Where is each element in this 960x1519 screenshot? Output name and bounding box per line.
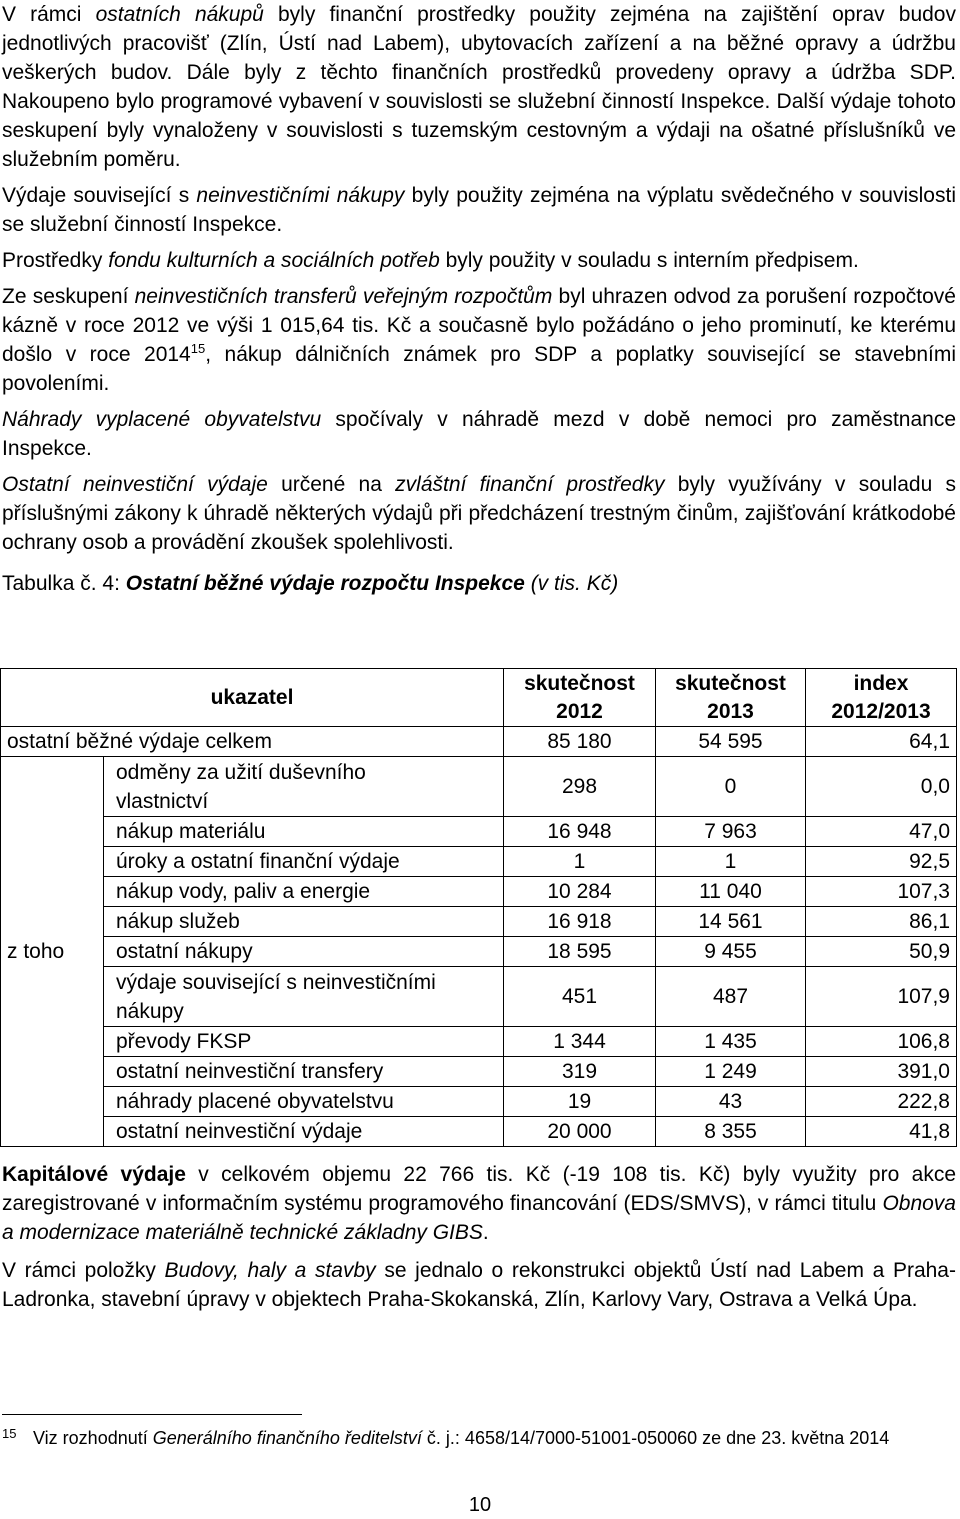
cell-label: nákup služeb xyxy=(104,907,504,937)
cell-index: 92,5 xyxy=(806,847,957,877)
cell-label: odměny za užití duševního vlastnictví xyxy=(104,757,504,817)
text: Prostředky xyxy=(2,249,109,272)
table-row xyxy=(1,1027,957,1057)
cell-2012: 298 xyxy=(504,757,656,817)
text: Ze seskupení xyxy=(2,285,135,308)
text: č. j.: 4658/14/7000-51001-050060 ze dne 23. května 2014 xyxy=(421,1428,890,1448)
italic-term: fondu kulturních a sociálních potřeb xyxy=(108,249,440,272)
italic-term: Budovy, haly a stavby xyxy=(164,1259,376,1282)
cell-label: náhrady placené obyvatelstvu xyxy=(104,1087,504,1117)
cell-2013: 8 355 xyxy=(656,1117,806,1147)
cell-2012: 451 xyxy=(504,967,656,1027)
document-body-continued xyxy=(2,1160,956,1314)
cell-2012: 10 284 xyxy=(504,877,656,907)
paragraph-kapitalove-vydaje xyxy=(2,1160,956,1247)
text: byly použity v souladu s interním předpisem. xyxy=(439,249,859,272)
text: byly finanční prostředky použity zejména na zajištění oprav budov jednotlivých pracovišť (Zlín, Ústí nad Labem), ubytovacích zařízení a na běžné opravy a údržbu veškerých budov. Dále byly z těchto finančních prostředků provedeny opravy a údržba SDP. Nakoupeno bylo programové vybavení v souvislosti se služební činností Inspekce. Další výdaje tohoto seskupení byly vynaloženy v souvislosti s tuzemským cestovným a výdaji na ošatné příslušníků ve služebním poměru. xyxy=(2,3,956,171)
paragraph-budovy xyxy=(2,1256,956,1314)
cell-index: 41,8 xyxy=(806,1117,957,1147)
italic-term: ostatních nákupů xyxy=(95,3,264,26)
cell-2013: 43 xyxy=(656,1087,806,1117)
header-ukazatel: ukazatel xyxy=(1,669,504,727)
text: V rámci položky xyxy=(2,1259,165,1282)
cell-2012: 1 xyxy=(504,847,656,877)
table-header-row xyxy=(1,669,957,727)
text: byl uhrazen odvod za porušení rozpočtové kázně v roce 2012 ve výši 1 015,64 tis. Kč a současně bylo požádáno o jeho prominutí, ke kterému došlo v roce 2014 xyxy=(2,285,956,366)
cell-2012: 16 948 xyxy=(504,817,656,847)
cell-2013: 9 455 xyxy=(656,937,806,967)
cell-label: ostatní neinvestiční transfery xyxy=(104,1057,504,1087)
footnote-mark: 15 xyxy=(2,1426,17,1441)
text: určené na xyxy=(267,473,396,496)
table-row xyxy=(1,817,957,847)
cell-2012: 20 000 xyxy=(504,1117,656,1147)
cell-2013: 7 963 xyxy=(656,817,806,847)
text: , nákup dálničních známek pro SDP a poplatky související se stavebními povoleními. xyxy=(2,343,957,395)
cell-index: 222,8 xyxy=(806,1087,957,1117)
cell-2013: 54 595 xyxy=(656,727,806,757)
table-row xyxy=(1,847,957,877)
text: se jednalo o rekonstrukci objektů Ústí nad Labem a Praha-Ladronka, stavební úpravy v objektech Praha-Skokanská, Zlín, Karlovy Vary, Ostrava a Velká Úpa. xyxy=(2,1259,956,1311)
cell-2012: 319 xyxy=(504,1057,656,1087)
footnote xyxy=(2,1424,956,1453)
cell-2013: 14 561 xyxy=(656,907,806,937)
cell-label: nákup materiálu xyxy=(104,817,504,847)
cell-label: ostatní běžné výdaje celkem xyxy=(1,727,504,757)
text: byly použity zejména na výplatu svědečného v souvislosti se služební činností Inspekce. xyxy=(2,184,956,236)
cell-index: 107,9 xyxy=(806,967,957,1027)
cell-label: převody FKSP xyxy=(104,1027,504,1057)
table-row-total xyxy=(1,727,957,757)
table-row xyxy=(1,937,957,967)
paragraph-fksp xyxy=(2,246,956,275)
italic-term: Generálního finančního ředitelství xyxy=(152,1428,422,1448)
italic-term: neinvestičními nákupy xyxy=(196,184,405,207)
header-index: index 2012/2013 xyxy=(806,669,957,727)
table-row xyxy=(1,907,957,937)
table-row xyxy=(1,757,957,817)
italic-term: Obnova a modernizace materiálně technické základny GIBS xyxy=(2,1192,956,1244)
bold-term: Kapitálové výdaje xyxy=(2,1163,186,1186)
cell-index: 86,1 xyxy=(806,907,957,937)
table-row xyxy=(1,877,957,907)
cell-2013: 0 xyxy=(656,757,806,817)
paragraph-ostatni-vydaje xyxy=(2,470,956,557)
header-2012: skutečnost 2012 xyxy=(504,669,656,727)
cell-group-label: z toho xyxy=(1,757,104,1147)
cell-2012: 18 595 xyxy=(504,937,656,967)
table-row xyxy=(1,1057,957,1087)
caption-prefix: Tabulka č. 4: xyxy=(2,572,126,595)
italic-term: Náhrady vyplacené obyvatelstvu xyxy=(2,408,322,431)
page-number: 10 xyxy=(468,1494,492,1516)
cell-2013: 1 xyxy=(656,847,806,877)
cell-2013: 1 249 xyxy=(656,1057,806,1087)
footnote-text xyxy=(33,1424,956,1453)
cell-2013: 1 435 xyxy=(656,1027,806,1057)
italic-term: Ostatní neinvestiční výdaje xyxy=(2,473,268,496)
document-body xyxy=(2,0,956,599)
footnote-separator xyxy=(2,1414,302,1415)
cell-2013: 487 xyxy=(656,967,806,1027)
text: v celkovém objemu 22 766 tis. Kč (-19 108 tis. Kč) byly využity pro akce zaregistrované v informačním systému programového financování (EDS/SMVS), v rámci titulu xyxy=(2,1163,956,1215)
italic-term: neinvestičních transferů veřejným rozpočtům xyxy=(134,285,553,308)
text: Viz rozhodnutí xyxy=(33,1428,153,1448)
caption-title: Ostatní běžné výdaje rozpočtu Inspekce xyxy=(125,572,525,595)
footnote-reference[interactable]: 15 xyxy=(190,341,206,356)
paragraph-transfery xyxy=(2,282,956,398)
cell-index: 50,9 xyxy=(806,937,957,967)
cell-index: 107,3 xyxy=(806,877,957,907)
table-caption xyxy=(2,569,956,599)
cell-index: 0,0 xyxy=(806,757,957,817)
header-2013: skutečnost 2013 xyxy=(656,669,806,727)
table-row xyxy=(1,967,957,1027)
cell-label: výdaje související s neinvestičními nákupy xyxy=(104,967,504,1027)
text: spočívaly v náhradě mezd v době nemoci pro zaměstnance Inspekce. xyxy=(2,408,957,460)
cell-2012: 19 xyxy=(504,1087,656,1117)
expenditure-table xyxy=(0,668,957,1147)
table-row xyxy=(1,1117,957,1147)
cell-index: 47,0 xyxy=(806,817,957,847)
text: Výdaje související s xyxy=(2,184,197,207)
text: V rámci xyxy=(2,3,96,26)
cell-label: úroky a ostatní finanční výdaje xyxy=(104,847,504,877)
cell-label: ostatní neinvestiční výdaje xyxy=(104,1117,504,1147)
cell-2013: 11 040 xyxy=(656,877,806,907)
cell-label: nákup vody, paliv a energie xyxy=(104,877,504,907)
text: byly využívány v souladu s příslušnými zákony k úhradě některých výdajů při předcházení trestným činům, zajišťování krátkodobé ochrany osob a provádění zkoušek spolehlivosti. xyxy=(2,473,957,554)
paragraph-ostatni-nakupy xyxy=(2,0,956,174)
cell-index: 106,8 xyxy=(806,1027,957,1057)
cell-label: ostatní nákupy xyxy=(104,937,504,967)
cell-index: 64,1 xyxy=(806,727,957,757)
cell-index: 391,0 xyxy=(806,1057,957,1087)
table-row xyxy=(1,1087,957,1117)
paragraph-neinvesticni-nakupy xyxy=(2,181,956,239)
paragraph-nahrady xyxy=(2,405,956,463)
italic-term: zvláštní finanční prostředky xyxy=(395,473,665,496)
cell-2012: 85 180 xyxy=(504,727,656,757)
text: . xyxy=(482,1221,489,1244)
cell-2012: 16 918 xyxy=(504,907,656,937)
caption-suffix: (v tis. Kč) xyxy=(524,572,619,595)
cell-2012: 1 344 xyxy=(504,1027,656,1057)
